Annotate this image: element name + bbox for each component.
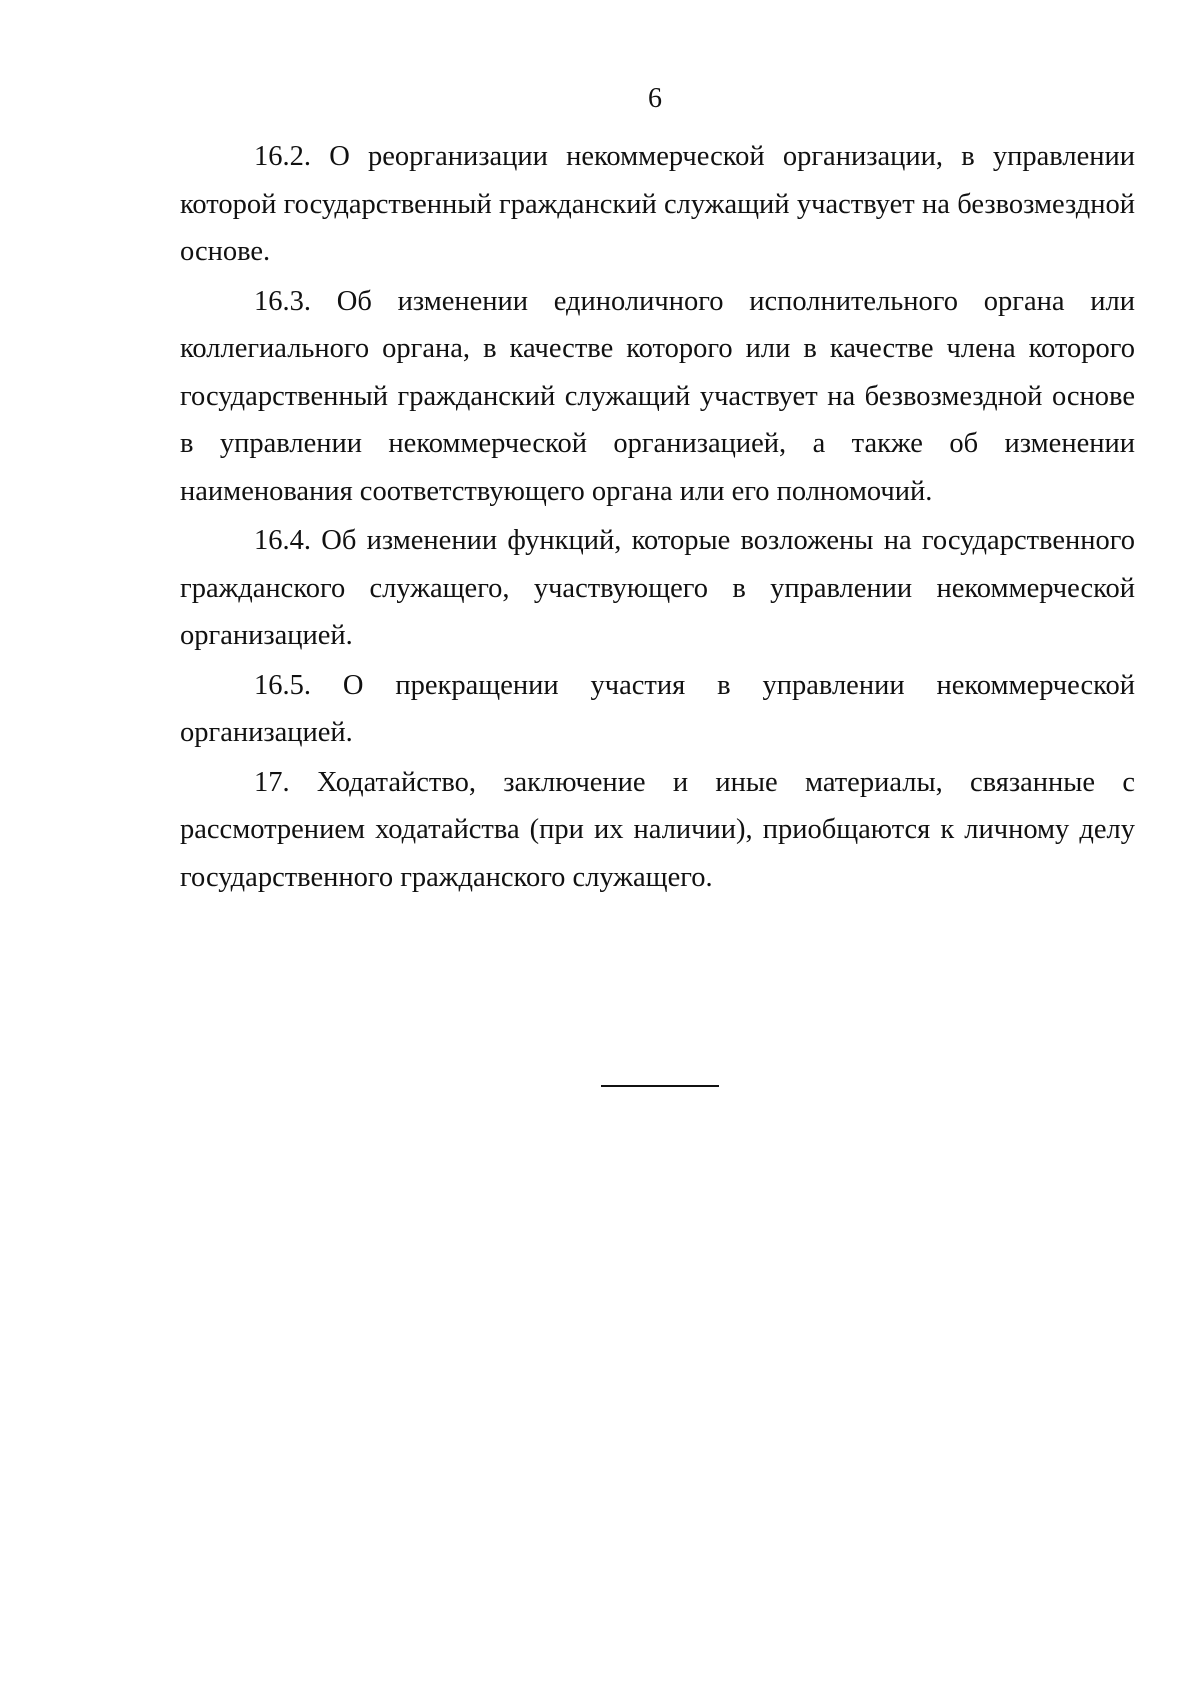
paragraph-16-4: 16.4. Об изменении функций, которые возложены на государственного гражданского служащего, участвующего в управлении некоммерческой организацией.: [180, 525, 1135, 651]
end-of-document-rule: [601, 1085, 719, 1087]
paragraph-16-2: 16.2. О реорганизации некоммерческой организации, в управлении которой государственный гражданский служащий участвует на безвозмездной основе.: [180, 141, 1135, 267]
page-number: 6: [648, 83, 662, 114]
paragraph-17: 17. Ходатайство, заключение и иные материалы, связанные с рассмотрением ходатайства (при их наличии), приобщаются к личному делу государственного гражданского служащего.: [180, 766, 1135, 893]
paragraph-16-5: 16.5. О прекращении участия в управлении некоммерческой организацией.: [180, 669, 1135, 748]
paragraph-16-3: 16.3. Об изменении единоличного исполнительного органа или коллегиального органа, в качестве которого или в качестве члена которого государственный гражданский служащий участвует на безвозмездной основе в управлении некоммерческой организацией, а также об изменении наименования соответствующего органа или его полномочий.: [180, 285, 1135, 507]
document-body: [180, 133, 1135, 903]
